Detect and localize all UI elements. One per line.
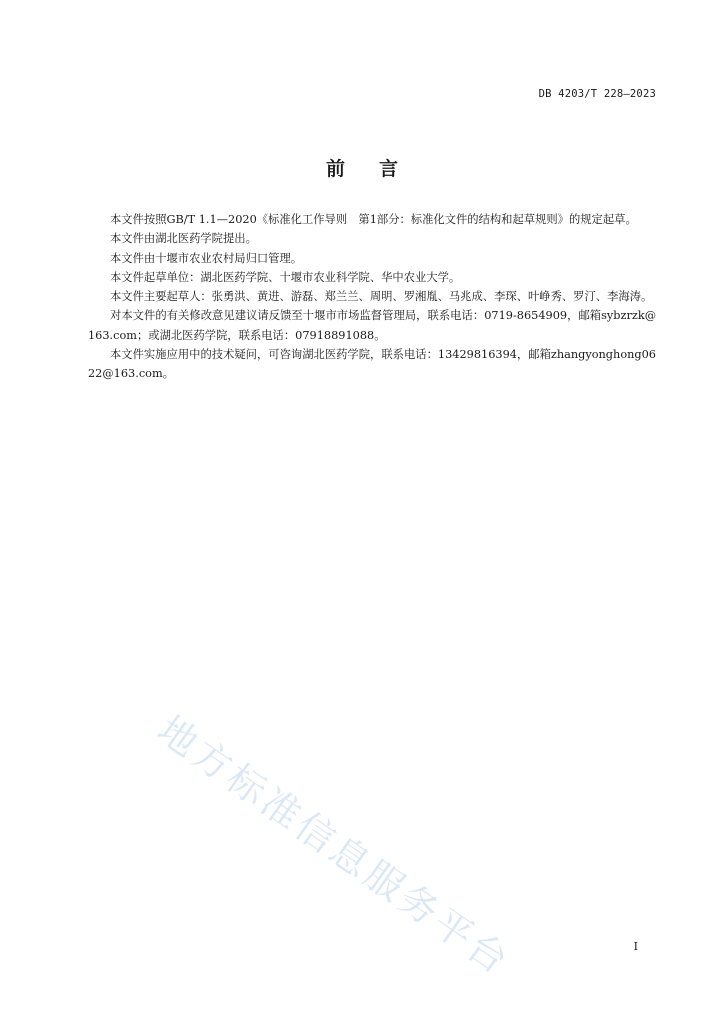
paragraph-administrator: 本文件由十堰市农业农村局归口管理。 [110,251,303,265]
document-code: DB 4203/T 228—2023 [538,88,656,100]
paragraph-proposer: 本文件由湖北医药学院提出。 [110,232,257,246]
paragraph-drafters: 本文件主要起草人：张勇洪、黄进、游磊、郑兰兰、周明、罗湘胤、马兆成、李琛、叶峥秀、罗汀、李海涛。 [110,290,653,304]
watermark-text: 地方标准信息服务平台 [149,707,519,985]
paragraph-technical-contact: 本文件实施应用中的技术疑问，可咨询湖北医药学院，联系电话：13429816394，邮箱zhangyonghong0622@163.com。 [88,348,656,381]
paragraph-feedback-contact: 对本文件的有关修改意见建议请反馈至十堰市市场监督管理局，联系电话：0719-8654909，邮箱sybzrzk@163.com；或湖北医药学院，联系电话：07918891088。 [88,309,656,342]
foreword-body [88,210,656,384]
page-title: 前言 [325,158,432,180]
paragraph-drafting-units: 本文件起草单位：湖北医药学院、十堰市农业科学院、华中农业大学。 [110,270,461,284]
paragraph-drafting-basis: 本文件按照GB/T 1.1—2020《标准化工作导则 第1部分：标准化文件的结构和起草规则》的规定起草。 [110,213,637,226]
page-number: I [633,940,638,953]
